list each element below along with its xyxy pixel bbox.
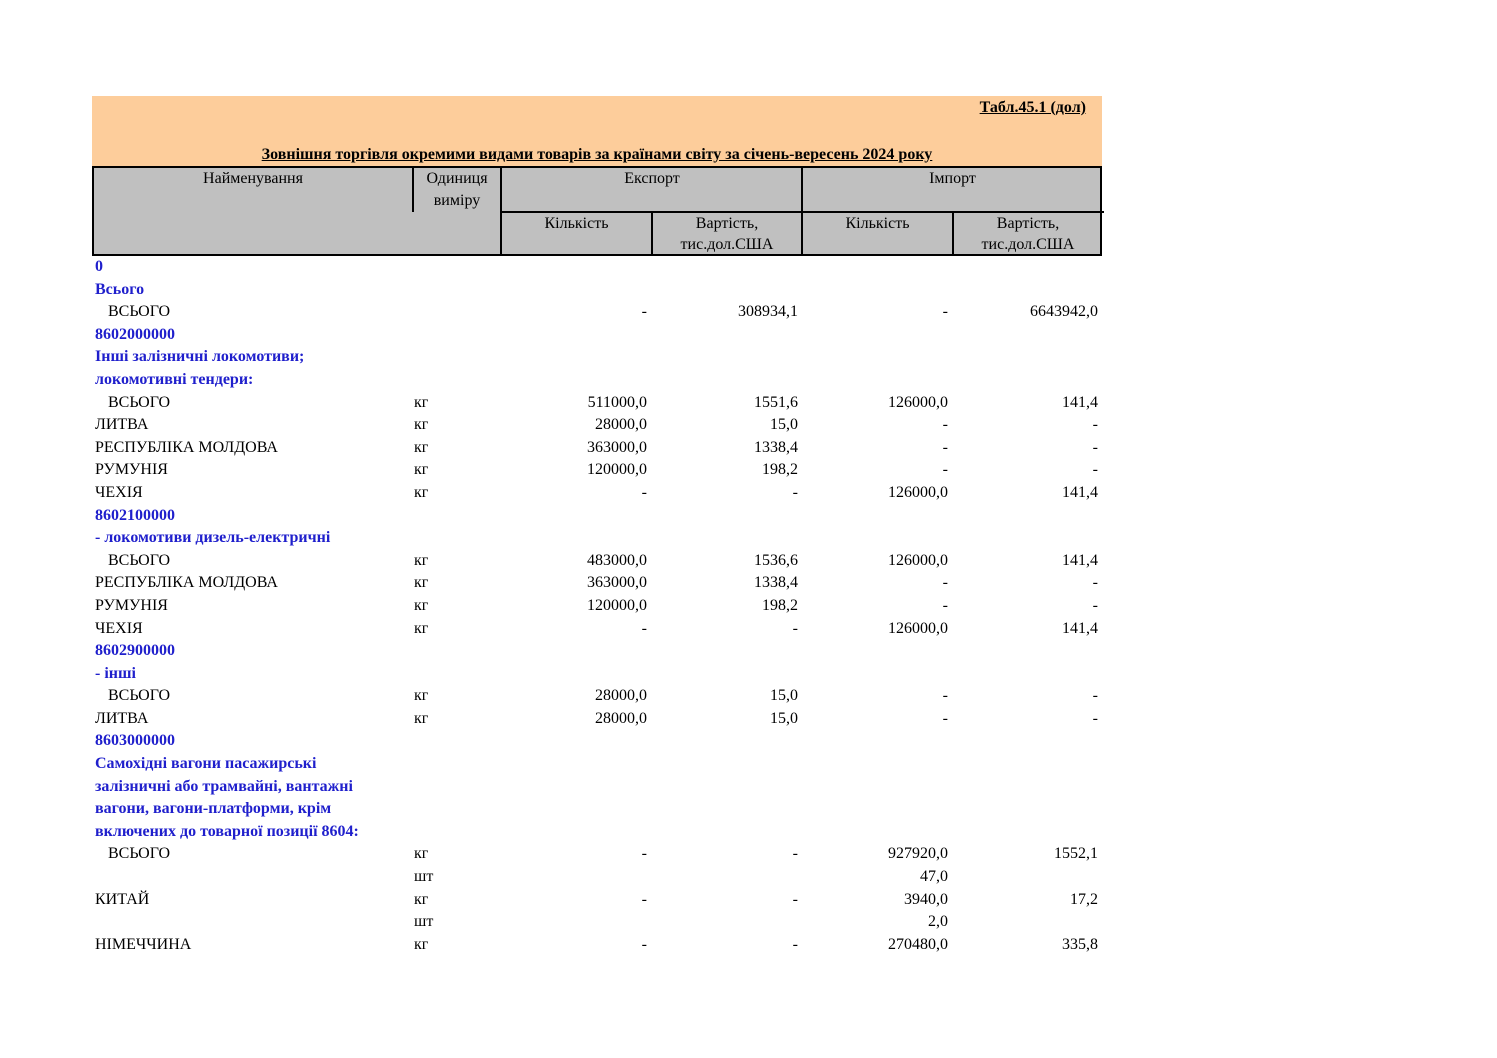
row-name: НІМЕЧЧИНА <box>95 935 192 953</box>
header-import-value-line1: Вартість, <box>996 215 1060 232</box>
export-value-cell: 15,0 <box>770 709 798 727</box>
row-name: РЕСПУБЛІКА МОЛДОВА <box>95 574 278 592</box>
unit-cell: кг <box>414 687 429 705</box>
import-qty-cell: - <box>942 687 948 705</box>
export-value-cell: 308934,1 <box>738 303 798 321</box>
export-qty-cell: 120000,0 <box>587 461 647 479</box>
section-heading-row <box>92 279 1102 302</box>
table-reference: Табл.45.1 (дол) <box>979 99 1086 116</box>
import-qty-cell: 126000,0 <box>888 619 948 637</box>
unit-cell: кг <box>414 619 429 637</box>
section-heading: - інші <box>95 664 136 682</box>
import-value-cell: 141,4 <box>1062 619 1098 637</box>
section-heading-row <box>92 505 1102 528</box>
table-row <box>92 911 1102 934</box>
row-name: ВСЬОГО <box>108 845 171 863</box>
export-value-cell: - <box>792 890 798 908</box>
section-heading: Інші залізничні локомотиви; <box>95 348 305 366</box>
section-heading: локомотивні тендери: <box>95 370 254 388</box>
table-row <box>92 685 1102 708</box>
import-qty-cell: 927920,0 <box>888 845 948 863</box>
unit-cell: кг <box>414 483 429 501</box>
import-qty-cell: - <box>942 461 948 479</box>
section-heading-row <box>92 663 1102 686</box>
export-value-cell: 15,0 <box>770 416 798 434</box>
export-qty-cell: 28000,0 <box>595 709 647 727</box>
import-qty-cell: 47,0 <box>920 868 948 886</box>
table-row <box>92 392 1102 415</box>
header-export-qty: Кількість <box>544 215 609 232</box>
section-heading: 8603000000 <box>95 732 175 750</box>
table-row <box>92 459 1102 482</box>
export-value-cell: 1338,4 <box>754 438 798 456</box>
export-qty-cell: 28000,0 <box>595 416 647 434</box>
unit-cell: шт <box>414 913 434 931</box>
export-value-cell: - <box>792 619 798 637</box>
table-row <box>92 595 1102 618</box>
section-heading: 8602100000 <box>95 506 175 524</box>
section-heading-row <box>92 346 1102 369</box>
import-value-cell: 141,4 <box>1062 551 1098 569</box>
import-qty-cell: - <box>942 303 948 321</box>
section-heading: - локомотиви дизель-електричні <box>95 529 331 547</box>
unit-cell: кг <box>414 416 429 434</box>
row-name: ЛИТВА <box>95 709 149 727</box>
table-header <box>92 166 1102 256</box>
export-qty-cell: - <box>641 845 647 863</box>
section-heading-row <box>92 753 1102 776</box>
import-qty-cell: 126000,0 <box>888 393 948 411</box>
header-import-qty: Кількість <box>845 215 910 232</box>
export-qty-cell: 28000,0 <box>595 687 647 705</box>
import-value-cell: 335,8 <box>1062 935 1098 953</box>
table-row <box>92 414 1102 437</box>
table-row <box>92 708 1102 731</box>
row-name: ВСЬОГО <box>108 551 171 569</box>
export-value-cell: 198,2 <box>762 596 798 614</box>
row-name: ЧЕХІЯ <box>95 483 143 501</box>
table-row <box>92 618 1102 641</box>
export-value-cell: - <box>792 935 798 953</box>
section-heading-row <box>92 527 1102 550</box>
export-value-cell: - <box>792 483 798 501</box>
header-export-value-line1: Вартість, <box>695 215 759 232</box>
unit-cell: кг <box>414 551 429 569</box>
import-qty-cell: - <box>942 574 948 592</box>
import-value-cell: 6643942,0 <box>1030 303 1098 321</box>
row-name: ВСЬОГО <box>108 303 171 321</box>
import-value-cell: - <box>1092 438 1098 456</box>
export-qty-cell: 483000,0 <box>587 551 647 569</box>
unit-cell: кг <box>414 890 429 908</box>
unit-cell: кг <box>414 596 429 614</box>
table-row <box>92 843 1102 866</box>
header-unit-line1: Одиниця <box>426 170 488 187</box>
section-heading: Самохідні вагони пасажирські <box>95 755 317 773</box>
unit-cell: кг <box>414 438 429 456</box>
export-qty-cell: - <box>641 303 647 321</box>
section-heading-row <box>92 640 1102 663</box>
import-value-cell: - <box>1092 709 1098 727</box>
import-qty-cell: - <box>942 596 948 614</box>
section-heading-row <box>92 256 1102 279</box>
unit-cell: кг <box>414 845 429 863</box>
section-heading-row <box>92 798 1102 821</box>
table-row <box>92 550 1102 573</box>
row-name: ВСЬОГО <box>108 687 171 705</box>
section-heading: Всього <box>95 280 145 298</box>
table-row <box>92 572 1102 595</box>
export-value-cell: 1536,6 <box>754 551 798 569</box>
unit-cell: кг <box>414 393 429 411</box>
export-value-cell: - <box>792 845 798 863</box>
section-heading-row <box>92 324 1102 347</box>
export-qty-cell: - <box>641 935 647 953</box>
export-qty-cell: 363000,0 <box>587 574 647 592</box>
header-name: Найменування <box>203 170 303 187</box>
export-qty-cell: 120000,0 <box>587 596 647 614</box>
table-title: Зовнішня торгівля окремими видами товарів за країнами світу за січень-вересень 2024 року <box>261 146 933 163</box>
section-heading-row <box>92 776 1102 799</box>
row-name: РУМУНІЯ <box>95 461 168 479</box>
import-qty-cell: 126000,0 <box>888 483 948 501</box>
export-value-cell: 15,0 <box>770 687 798 705</box>
export-qty-cell: 363000,0 <box>587 438 647 456</box>
table-row <box>92 437 1102 460</box>
row-name: РУМУНІЯ <box>95 596 168 614</box>
import-value-cell: - <box>1092 596 1098 614</box>
section-heading-row <box>92 369 1102 392</box>
export-qty-cell: - <box>641 619 647 637</box>
import-qty-cell: - <box>942 709 948 727</box>
row-name: ЛИТВА <box>95 416 149 434</box>
export-qty-cell: 511000,0 <box>587 393 647 411</box>
import-value-cell: 141,4 <box>1062 393 1098 411</box>
header-unit-line2: виміру <box>433 192 481 209</box>
export-value-cell: 1338,4 <box>754 574 798 592</box>
section-heading: залізничні або трамвайні, вантажні <box>95 777 353 795</box>
table-row <box>92 934 1102 957</box>
header-export-value-line2: тис.дол.США <box>680 236 774 253</box>
import-value-cell: - <box>1092 416 1098 434</box>
header-export: Експорт <box>624 170 680 187</box>
section-heading-row <box>92 821 1102 844</box>
export-qty-cell: - <box>641 483 647 501</box>
import-qty-cell: 270480,0 <box>888 935 948 953</box>
unit-cell: кг <box>414 935 429 953</box>
import-qty-cell: - <box>942 416 948 434</box>
import-qty-cell: 3940,0 <box>904 890 948 908</box>
section-heading: вагони, вагони-платформи, крім <box>95 800 332 818</box>
header-import: Імпорт <box>929 170 976 187</box>
import-value-cell: 141,4 <box>1062 483 1098 501</box>
import-value-cell: - <box>1092 574 1098 592</box>
row-name: РЕСПУБЛІКА МОЛДОВА <box>95 438 278 456</box>
table-row <box>92 301 1102 324</box>
title-banner <box>92 96 1102 166</box>
import-value-cell: - <box>1092 461 1098 479</box>
export-value-cell: 198,2 <box>762 461 798 479</box>
row-name: КИТАЙ <box>95 890 150 908</box>
import-value-cell: - <box>1092 687 1098 705</box>
export-qty-cell: - <box>641 890 647 908</box>
import-qty-cell: - <box>942 438 948 456</box>
section-heading: 8602900000 <box>95 642 175 660</box>
export-value-cell: 1551,6 <box>754 393 798 411</box>
table-row <box>92 889 1102 912</box>
row-name: ВСЬОГО <box>108 393 171 411</box>
header-import-value-line2: тис.дол.США <box>981 236 1075 253</box>
table-row <box>92 866 1102 889</box>
unit-cell: кг <box>414 574 429 592</box>
import-value-cell: 1552,1 <box>1054 845 1098 863</box>
unit-cell: кг <box>414 461 429 479</box>
import-qty-cell: 2,0 <box>928 913 948 931</box>
section-heading-row <box>92 730 1102 753</box>
unit-cell: кг <box>414 709 429 727</box>
section-heading: 0 <box>95 258 103 275</box>
table-body <box>92 256 1102 956</box>
table-row <box>92 482 1102 505</box>
import-value-cell: 17,2 <box>1070 890 1098 908</box>
import-qty-cell: 126000,0 <box>888 551 948 569</box>
row-name: ЧЕХІЯ <box>95 619 143 637</box>
section-heading: включених до товарної позиції 8604: <box>95 822 359 840</box>
section-heading: 8602000000 <box>95 325 175 343</box>
trade-table-sheet <box>92 96 1102 956</box>
unit-cell: шт <box>414 868 434 886</box>
